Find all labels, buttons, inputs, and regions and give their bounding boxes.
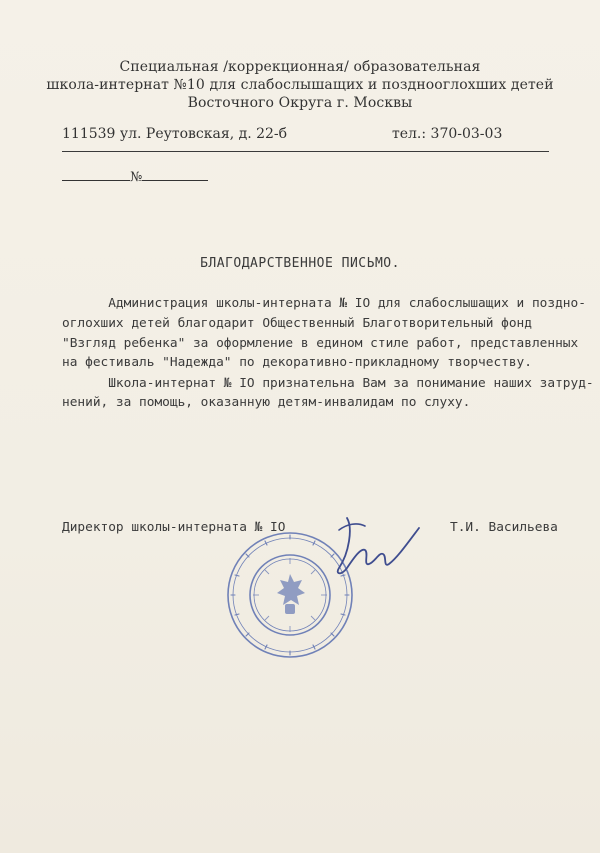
body-line-5: Школа-интернат № IO признательна Вам за понимание наших затруд- [62,376,594,391]
director-signature [325,508,425,588]
body-line-4: на фестиваль "Надежда" по декоративно-прикладному творчеству. [62,355,532,370]
school-name-line-1: Специальная /коррекционная/ образовательная [119,59,481,75]
number-sign: № [130,170,143,185]
school-district-line: Восточного Округа г. Москвы [187,95,413,111]
body-line-6: нений, за помощь, оказанную детям-инвалидам по слуху. [62,395,471,410]
signatory-title: Директор школы-интерната № IO [62,520,286,535]
number-blank [142,168,208,181]
body-line-2: оглохших детей благодарит Общественный Благотворительный фонд [62,316,532,331]
header-divider [62,151,549,152]
body-line-1: Администрация школы-интерната № IO для слабослышащих и поздно- [62,296,586,311]
school-phone: тел.: 370-03-03 [392,126,503,142]
letter-title: БЛАГОДАРСТВЕННОЕ ПИСЬМО. [200,256,400,271]
body-line-3: "Взгляд ребенка" за оформление в едином стиле работ, представленных [62,336,579,351]
outgoing-number-field [62,168,208,185]
school-name-line-2: школа-интернат №10 для слабослышащих и позднооглохших детей [46,77,554,93]
date-blank [62,168,130,181]
signatory-name: Т.И. Васильева [450,520,558,535]
school-address: 111539 ул. Реутовская, д. 22-б [62,126,288,142]
